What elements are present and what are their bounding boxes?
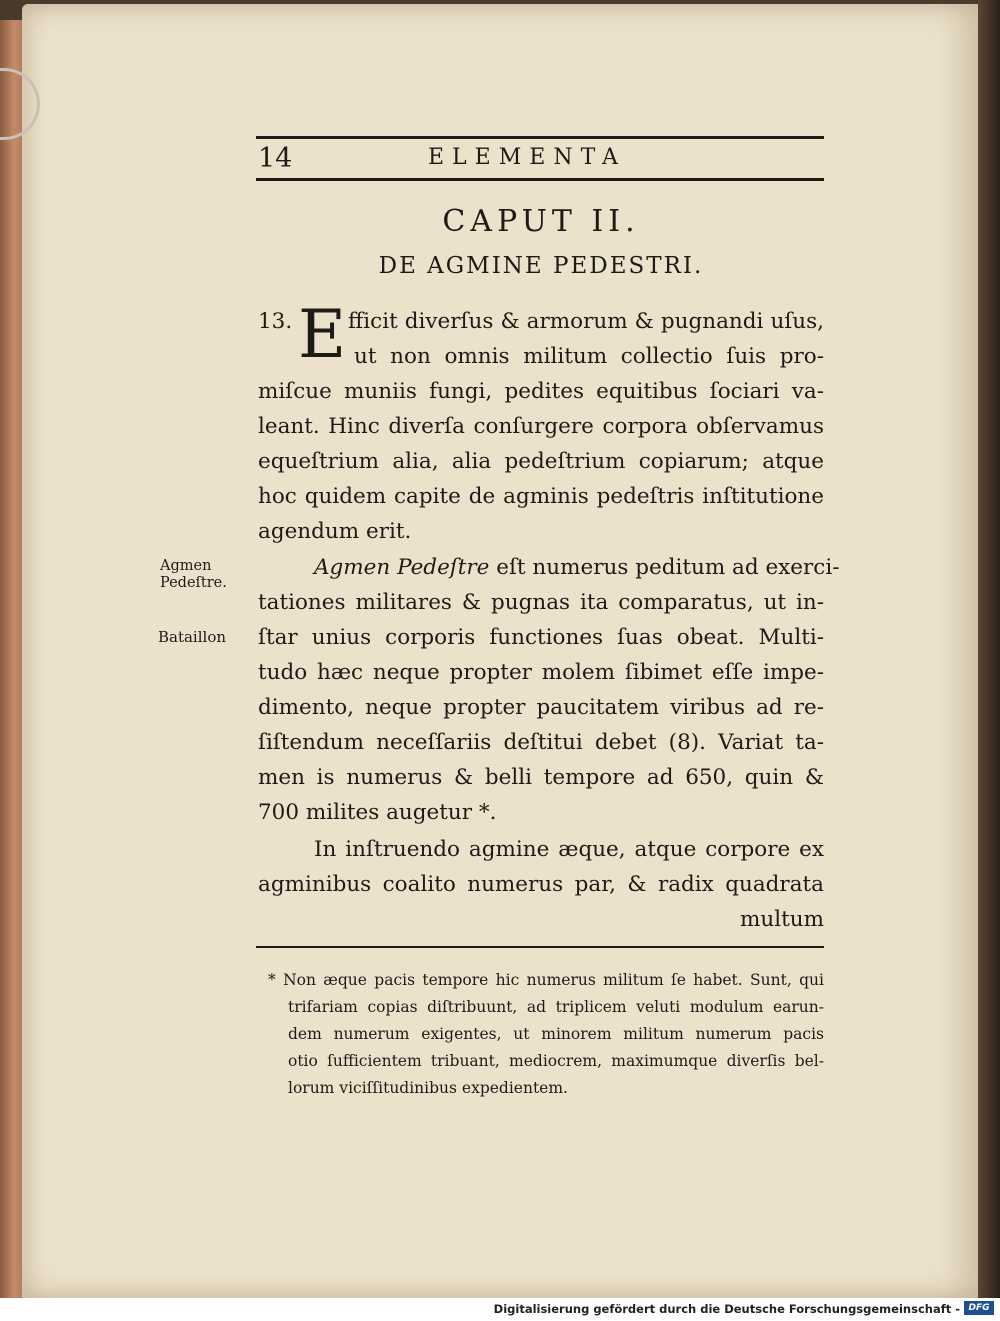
text-line: agendum erit. — [258, 519, 412, 544]
page-header — [258, 143, 824, 179]
drop-initial: E — [298, 296, 347, 373]
footnote-line: lorum viciſſitudinibus expedientem. — [288, 1079, 568, 1097]
text-line: agminibus coalito numerus par, & radix quadrata — [258, 872, 824, 897]
italic-term: Agmen Pedeſtre — [314, 555, 490, 580]
dfg-logo: DFG — [964, 1301, 994, 1315]
text-line: equeſtrium alia, alia pedeſtrium copiarum; atque — [258, 449, 824, 474]
margin-note-bataillon: Bataillon — [158, 628, 227, 646]
text-line: men is numerus & belli tempore ad 650, quin & — [258, 765, 824, 790]
text-line: tudo hæc neque propter molem ſibimet eſſe impe- — [258, 660, 824, 685]
footnote-line: otio ſufficientem tribuant, mediocrem, maximumque diverſis bel- — [288, 1052, 824, 1070]
text-line: leant. Hinc diverſa conſurgere corpora obſervamus — [258, 414, 824, 439]
header-rule-bottom — [256, 178, 824, 181]
text-fragment: eſt numerus peditum ad exerci- — [496, 555, 840, 580]
margin-note-agmen — [160, 558, 227, 592]
book-binding-shadow — [978, 0, 1000, 1298]
text-line: fficit diverſus & armorum & pugnandi uſus, — [348, 309, 824, 334]
footnote-line: * Non æque pacis tempore hic numerus militum ſe habet. Sunt, qui — [268, 971, 824, 989]
paragraph-13 — [258, 296, 824, 549]
margin-note-line: Agmen — [160, 558, 212, 574]
catchword: multum — [740, 907, 824, 932]
text-line: In inſtruendo agmine æque, atque corpore ex — [314, 837, 824, 862]
margin-note-line: Pedeſtre. — [160, 575, 227, 591]
text-line: ſiſtendum neceſſariis deſtitui debet (8). Variat ta- — [258, 730, 824, 755]
header-rule-top — [256, 136, 824, 139]
paragraph-agmen — [258, 550, 840, 830]
chapter-subtitle: DE AGMINE PEDESTRI. — [378, 253, 704, 279]
footnote — [268, 967, 824, 1102]
credit-bar — [0, 1298, 1000, 1321]
text-line: dimento, neque propter paucitatem viribus ad re- — [258, 695, 824, 720]
funding-credit: Digitalisierung gefördert durch die Deutsche Forschungsgemeinschaft - — [493, 1302, 960, 1316]
text-line: tationes militares & pugnas ita comparatus, ut in- — [258, 590, 824, 615]
text-line — [258, 550, 840, 585]
footnote-line: dem numerum exigentes, ut minorem militum numerum pacis — [288, 1025, 824, 1043]
text-line: ut non omnis militum collectio ſuis pro- — [354, 344, 824, 369]
running-head: ELEMENTA — [428, 145, 626, 170]
footnote-line: trifariam copias diſtribuunt, ad triplicem veluti modulum earun- — [288, 998, 824, 1016]
paragraph-instruendo — [258, 832, 824, 937]
text-line: miſcue muniis fungi, pedites equitibus ſociari va- — [258, 379, 824, 404]
page-number: 14 — [258, 143, 293, 174]
paragraph-number: 13. — [258, 309, 293, 334]
text-line: 700 milites augetur *. — [258, 800, 497, 825]
chapter-title: CAPUT II. — [442, 204, 640, 239]
footnote-rule — [256, 946, 824, 948]
text-line: hoc quidem capite de agminis pedeſtris inſtitutione — [258, 484, 824, 509]
text-line: ſtar unius corporis functiones ſuas obeat. Multi- — [258, 625, 824, 650]
